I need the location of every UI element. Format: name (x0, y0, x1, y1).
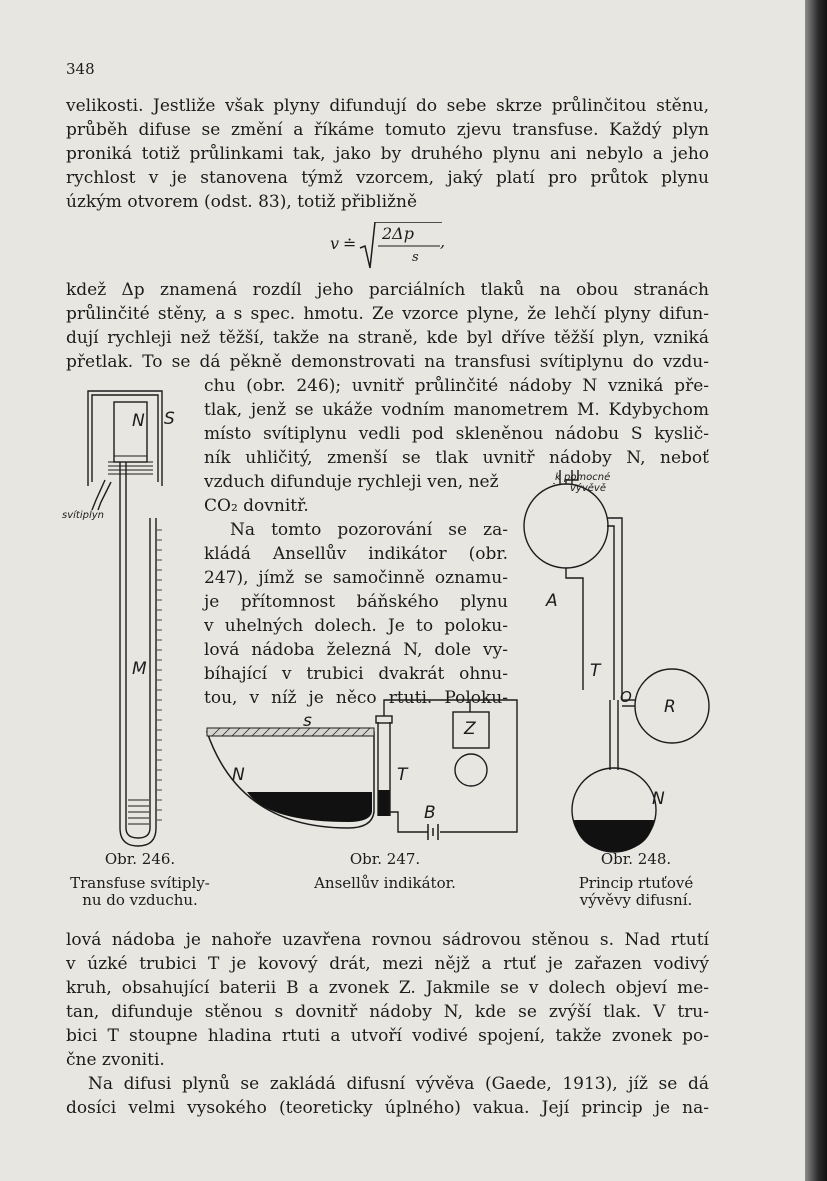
text-line: lová nádoba je nahoře uzavřena rovnou sádrovou stěnou s. Nad rtutí (66, 930, 709, 950)
formula-relation: ≐ (343, 234, 357, 253)
text-line: průlinčité stěny, a s spec. hmotu. Ze vzorce plyne, že lehčí plyny difun- (66, 304, 709, 324)
text-line: proniká totiž průlinkami tak, jako by druhého plynu ani nebylo a jeho (66, 144, 709, 164)
label-Z: Z (464, 719, 476, 739)
text-line: velikosti. Jestliže však plyny difundují do sebe skrze průlinčitou stěnu, (66, 96, 709, 116)
figure-246-number: Obr. 246. (104, 850, 176, 868)
text-line: v uhelných dolech. Je to poloku- (204, 616, 508, 636)
label-S: S (164, 409, 175, 429)
formula-lhs: v (330, 234, 340, 253)
text-line: ník uhličitý, zmenší se tlak uvnitř nádoby N, neboť (204, 448, 709, 468)
label-s: s (303, 711, 312, 731)
text-line: tan, difunduje stěnou s dovnitř nádoby N, kde se zvýší tlak. V tru- (66, 1002, 709, 1022)
text-line: CO₂ dovnitř. (204, 496, 309, 516)
label-N: N (652, 789, 665, 809)
figure-248-number: Obr. 248. (600, 850, 672, 868)
page-edge (805, 0, 827, 1181)
formula-trailing: , (440, 232, 446, 251)
text-line: chu (obr. 246); uvnitř průlinčité nádoby N vzniká pře- (204, 376, 709, 396)
label-R: R (664, 697, 676, 717)
formula-numerator: 2Δp (382, 224, 414, 243)
text-line: lová nádoba železná N, dole vy- (204, 640, 508, 660)
text-line: rychlost v je stanovena týmž vzorcem, jaký platí pro průtok plynu (66, 168, 709, 188)
text-line: tou, v níž je něco rtuti. Poloku- (204, 688, 508, 708)
label-N: N (132, 411, 145, 431)
figure-248-caption-line: vývěvy difusní. (579, 891, 693, 909)
text-line: je přítomnost báňského plynu (204, 592, 508, 612)
figure-247-caption-line: Ansellův indikátor. (314, 874, 456, 892)
page-number: 348 (66, 60, 95, 78)
figure-246-caption-line: Transfuse svítiply- (70, 874, 210, 892)
label-gas: svítiplyn (62, 510, 104, 521)
text-line: bíhající v trubici dvakrát ohnu- (204, 664, 508, 684)
text-line: kládá Ansellův indikátor (obr. (204, 544, 508, 564)
text-line: 247), jímž se samočinně oznamu- (204, 568, 508, 588)
label-T: T (397, 765, 408, 785)
label-A: A (546, 591, 558, 611)
label-pump1: k pomocné (555, 472, 611, 483)
text-line: čne zvoniti. (66, 1050, 165, 1070)
text-line: kruh, obsahující baterii B a zvonek Z. Jakmile se v dolech objeví me- (66, 978, 709, 998)
label-N: N (232, 765, 245, 785)
formula-denominator: s (412, 250, 419, 265)
label-pump2: vývěvě (570, 483, 606, 494)
text-line: průběh difuse se změní a říkáme tomuto zjevu transfuse. Každý plyn (66, 120, 709, 140)
text-line: vzduch difunduje rychleji ven, než (204, 472, 499, 492)
text-line: místo svítiplynu vedli pod skleněnou nádobu S kyslič- (204, 424, 709, 444)
figure-247-number: Obr. 247. (349, 850, 421, 868)
text-line: Na difusi plynů se zakládá difusní vývěva (Gaede, 1913), jíž se dá (88, 1074, 709, 1094)
figure-248-caption-line: Princip rtuťové (578, 874, 694, 892)
text-line: dosíci velmi vysokého (teoreticky úplného) vakua. Její princip je na- (66, 1098, 709, 1118)
text-line: tlak, jenž se ukáže vodním manometrem M. Kdybychom (204, 400, 709, 420)
text-line: v úzké trubici T je kovový drát, mezi nějž a rtuť je zařazen vodivý (66, 954, 709, 974)
text-line: přetlak. To se dá pěkně demonstrovati na transfusi svítiplynu do vzdu- (66, 352, 709, 372)
text-line: kdež Δp znamená rozdíl jeho parciálních tlaků na obou stranách (66, 280, 709, 300)
label-O: O (620, 688, 632, 706)
label-B: B (424, 803, 436, 823)
text-line: bici T stoupne hladina rtuti a utvoří vodivé spojení, takže zvonek po- (66, 1026, 709, 1046)
text-line: Na tomto pozorování se za- (230, 520, 508, 540)
label-T: T (590, 661, 601, 681)
text-line: dují rychleji než těžší, takže na straně, kde byl dříve těžší plyn, vzniká (66, 328, 709, 348)
label-M: M (132, 659, 147, 679)
text-line: úzkým otvorem (odst. 83), totiž přibližně (66, 192, 417, 212)
figure-246-caption-line: nu do vzduchu. (82, 891, 198, 909)
